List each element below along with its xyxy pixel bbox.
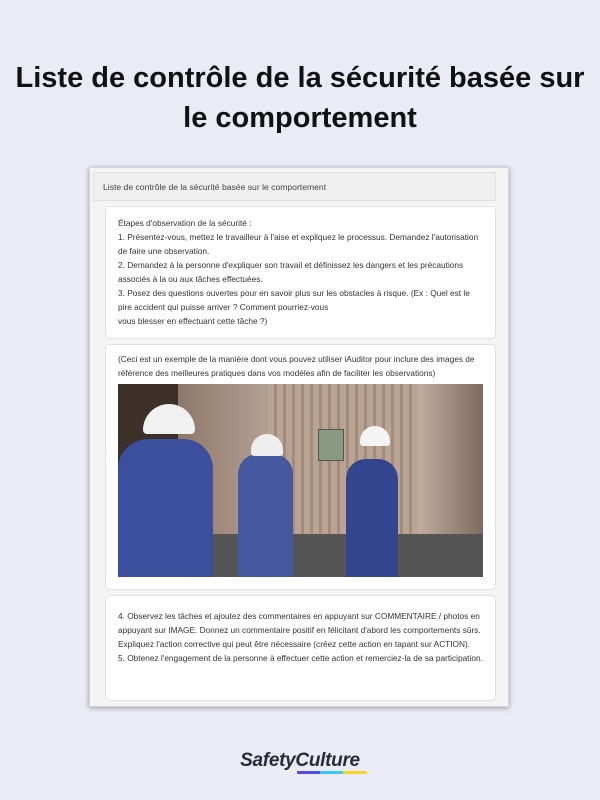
image-caption: (Ceci est un exemple de la manière dont vous pouvez utiliser iAuditor pour inclure des images de référence des meilleures pratiques dans vos modèles afin de faciliter les observations) <box>118 354 475 378</box>
safetyculture-logo <box>0 750 600 774</box>
text-line: 3. Posez des questions ouvertes pour en savoir plus sur les obstacles à risque. (Ex : Quel est le pire accident qui puisse arriver ? Comment pourriez-vous <box>118 288 470 312</box>
instructions-panel <box>105 206 496 339</box>
text-line: 5. Obtenez l'engagement de la personne à effectuer cette action et remerciez-la de sa participation. <box>118 653 483 663</box>
text-line: Étapes d'observation de la sécurité : <box>118 218 252 228</box>
text-line: 1. Présentez-vous, mettez le travailleur à l'aise et expliquez le processus. Demandez l'autorisation de faire une observation. <box>118 232 479 256</box>
checklist-card <box>89 167 509 707</box>
checklist-header: Liste de contrôle de la sécurité basée sur le comportement <box>93 172 496 201</box>
text-line: 2. Demandez à la personne d'expliquer son travail et définissez les dangers et les précautions associés à la ou aux tâches effectuées. <box>118 260 464 284</box>
text-line: vous blesser en effectuant cette tâche ?) <box>118 316 268 326</box>
page-title: Liste de contrôle de la sécurité basée sur le comportement <box>15 62 585 134</box>
brand-name: SafetyCulture <box>240 750 360 771</box>
instructions-panel-continued <box>105 595 496 701</box>
image-panel <box>105 344 496 590</box>
reference-photo <box>118 384 483 577</box>
text-line: 4. Observez les tâches et ajoutez des commentaires en appuyant sur COMMENTAIRE / photos en appuyant sur IMAGE. Donnez un commentaire positif en félicitant d'abord les comportements sûrs. Expliquez l'action corrective qui peut être nécessaire (créez cette action en tapant sur ACTION). <box>118 611 481 649</box>
